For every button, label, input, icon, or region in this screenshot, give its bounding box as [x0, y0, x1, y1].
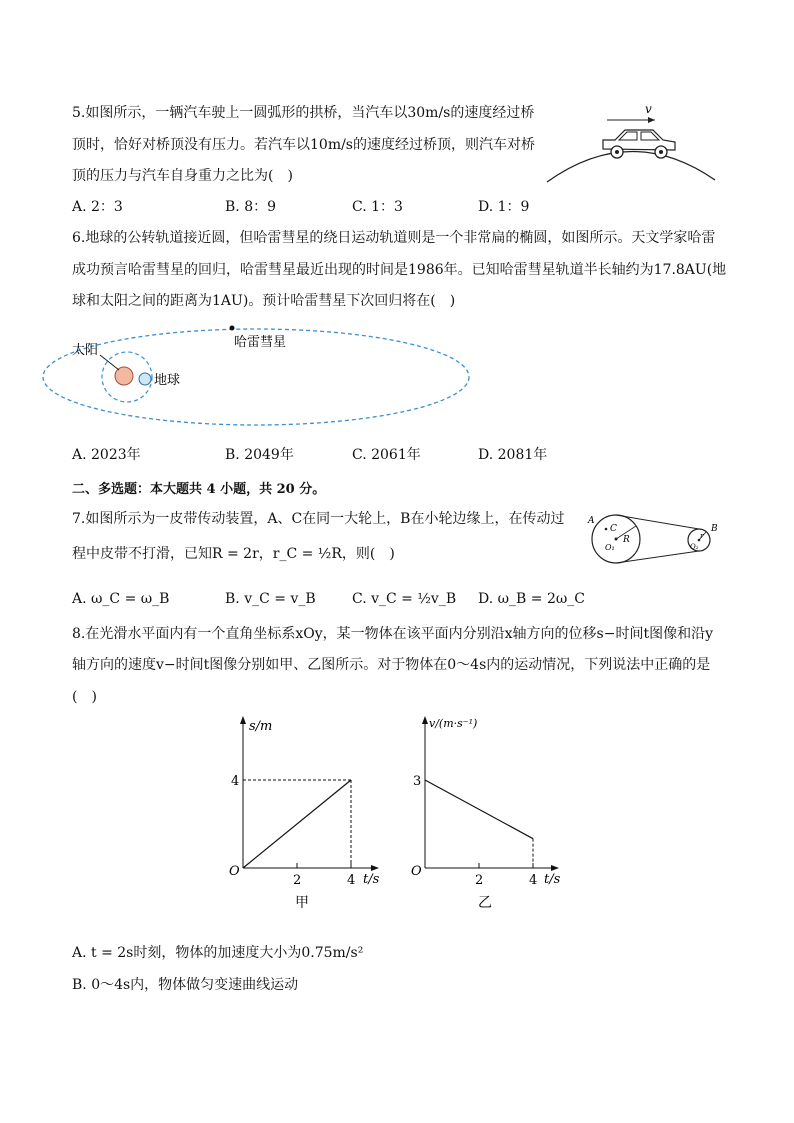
q6-orbit-figure	[70, 322, 480, 422]
q7-option-b[interactable]: B. v_C = v_B	[225, 591, 316, 607]
earth-icon	[139, 373, 151, 385]
chart-jia-ylabel: s/m	[249, 719, 273, 734]
chart-yi-series-line	[425, 780, 533, 839]
q6-line-1: 6.地球的公转轨道接近圆，但哈雷彗星的绕日运动轨道则是一个非常扁的椭圆，如图所示。天文学家哈雷	[72, 230, 716, 246]
chart-jia	[215, 705, 390, 915]
chart-jia-y-arrow	[240, 716, 246, 724]
q5-option-b[interactable]: B. 8：9	[225, 199, 277, 215]
q8-line-2: 轴方向的速度v−时间t图像分别如甲、乙图所示。对于物体在0～4s内的运动情况，下列说法中正确的是	[72, 657, 711, 673]
q5-option-a[interactable]: A. 2：3	[72, 199, 123, 215]
chart-jia-x-tick-label: 2	[293, 873, 302, 888]
chart-jia-origin: O	[229, 864, 240, 879]
q8-option-a[interactable]: A. t = 2s时刻，物体的加速度大小为0.75m/s²	[72, 945, 364, 961]
section-heading: 二、多选题：本大题共 4 小题，共 20 分。	[72, 482, 326, 497]
chart-yi-x-tick-label: 2	[475, 873, 484, 888]
q6-option-b[interactable]: B. 2049年	[225, 447, 294, 463]
q7-belt-figure	[586, 510, 726, 566]
sun-icon	[115, 367, 133, 385]
q5-bridge-figure	[545, 100, 720, 190]
chart-yi-y-tick-label: 3	[413, 774, 422, 789]
q7-line-2: 程中皮带不打滑，已知R = 2r，r_C = ½R，则( )	[72, 546, 395, 562]
sun-label: 太阳	[72, 343, 99, 358]
comet-icon	[230, 326, 235, 331]
chart-jia-title: 甲	[295, 895, 309, 911]
earth-label: 地球	[154, 373, 181, 388]
chart-yi-title: 乙	[478, 895, 492, 911]
q5-line-2: 顶时，恰好对桥顶没有压力。若汽车以10m/s的速度经过桥顶，则汽车对桥	[72, 137, 535, 153]
q8-line-1: 8.在光滑水平面内有一个直角坐标系xOy，某一物体在该平面内分别沿x轴方向的位移s−时间t图像和沿y	[72, 626, 713, 642]
q6-line-3: 球和太阳之间的距离为1AU)。预计哈雷彗星下次回归将在( )	[72, 293, 456, 309]
chart-jia-y-tick-label: 4	[231, 774, 240, 789]
comet-label: 哈雷彗星	[234, 335, 287, 350]
chart-jia-xlabel: t/s	[363, 872, 380, 887]
chart-jia-series-line	[243, 780, 351, 868]
q8-option-b[interactable]: B. 0～4s内，物体做匀变速曲线运动	[72, 977, 299, 993]
label-r-small: r	[700, 532, 704, 540]
q5-line-1: 5.如图所示，一辆汽车驶上一圆弧形的拱桥，当汽车以30m/s的速度经过桥	[72, 105, 535, 121]
q6-option-d[interactable]: D. 2081年	[478, 447, 548, 463]
label-o1: O₁	[605, 543, 615, 552]
chart-jia-x-arrow	[371, 865, 379, 871]
bridge-arc	[547, 151, 715, 182]
label-r-big: R	[623, 535, 630, 545]
q7-option-a[interactable]: A. ω_C = ω_B	[72, 591, 170, 607]
chart-yi-x-tick-label: 4	[529, 873, 538, 888]
chart-yi-xlabel: t/s	[544, 872, 561, 887]
label-b: B	[711, 524, 718, 534]
q8-line-3: ( )	[72, 689, 97, 705]
q7-line-1: 7.如图所示为一皮带传动装置，A、C在同一大轮上，B在小轮边缘上，在传动过	[72, 511, 565, 527]
velocity-label: v	[645, 102, 652, 116]
chart-yi	[398, 705, 573, 915]
q7-option-c[interactable]: C. v_C = ½v_B	[352, 591, 457, 607]
label-c: C	[610, 524, 617, 534]
chart-jia-x-tick-label: 4	[347, 873, 356, 888]
chart-yi-ylabel: v/(m·s⁻¹)	[429, 717, 478, 730]
car-icon	[603, 130, 675, 158]
chart-yi-y-arrow	[422, 716, 428, 724]
chart-yi-x-arrow	[551, 865, 559, 871]
label-a: A	[588, 516, 595, 526]
q7-option-d[interactable]: D. ω_B = 2ω_C	[478, 591, 585, 607]
q6-option-c[interactable]: C. 2061年	[352, 447, 421, 463]
q6-line-2: 成功预言哈雷彗星的回归，哈雷彗星最近出现的时间是1986年。已知哈雷彗星轨道半长轴约为17.8AU(地	[72, 262, 727, 278]
q5-option-c[interactable]: C. 1：3	[352, 199, 403, 215]
q6-option-a[interactable]: A. 2023年	[72, 447, 141, 463]
chart-yi-origin: O	[411, 864, 422, 879]
q5-line-3: 顶的压力与汽车自身重力之比为( )	[72, 168, 293, 184]
q5-option-d[interactable]: D. 1：9	[478, 199, 530, 215]
label-o2: O₂	[690, 543, 699, 551]
